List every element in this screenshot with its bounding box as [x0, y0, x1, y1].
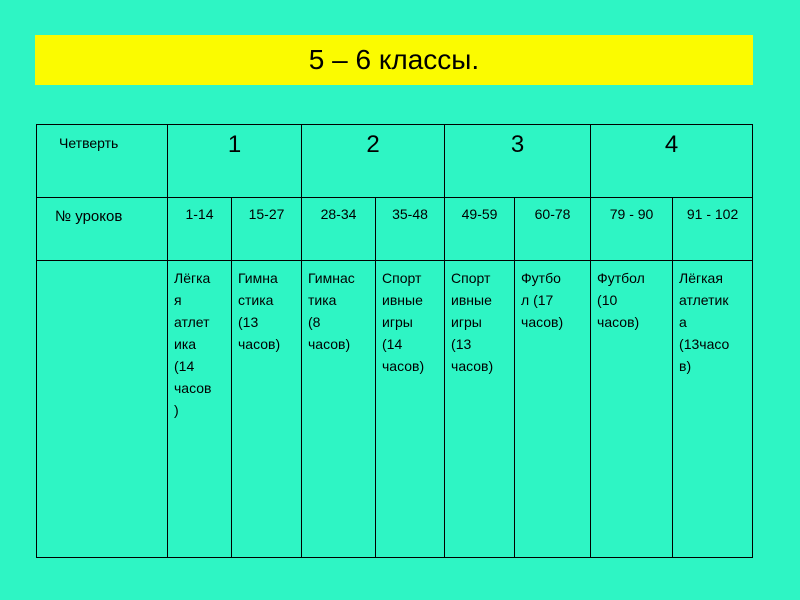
quarter-row [37, 125, 753, 198]
activity-cell: Лёгкая атлетик а (13часо в) [673, 261, 753, 558]
range-cell: 49-59 [445, 198, 515, 261]
range-cell: 60-78 [515, 198, 591, 261]
lessons-label: № уроков [37, 198, 168, 261]
range-cell: 35-48 [376, 198, 445, 261]
title-text: 5 – 6 классы. [308, 44, 480, 75]
activities-row [37, 261, 753, 558]
slide-title [35, 35, 753, 85]
schedule-table [36, 124, 753, 558]
lessons-row [37, 198, 753, 261]
activity-cell: Лёгка я атлет ика (14 часов ) [168, 261, 232, 558]
activity-cell: Спорт ивные игры (14 часов) [376, 261, 445, 558]
range-cell: 79 - 90 [591, 198, 673, 261]
activity-cell: Спорт ивные игры (13 часов) [445, 261, 515, 558]
quarter-header-label: Четверть [37, 125, 168, 198]
range-cell: 91 - 102 [673, 198, 753, 261]
activity-cell: Гимнас тика (8 часов) [302, 261, 376, 558]
quarter-2: 2 [302, 125, 445, 198]
range-cell: 15-27 [232, 198, 302, 261]
quarter-1: 1 [168, 125, 302, 198]
range-cell: 1-14 [168, 198, 232, 261]
empty-cell [37, 261, 168, 558]
quarter-4: 4 [591, 125, 753, 198]
activity-cell: Футбо л (17 часов) [515, 261, 591, 558]
quarter-3: 3 [445, 125, 591, 198]
activity-cell: Гимна стика (13 часов) [232, 261, 302, 558]
range-cell: 28-34 [302, 198, 376, 261]
activity-cell: Футбол (10 часов) [591, 261, 673, 558]
